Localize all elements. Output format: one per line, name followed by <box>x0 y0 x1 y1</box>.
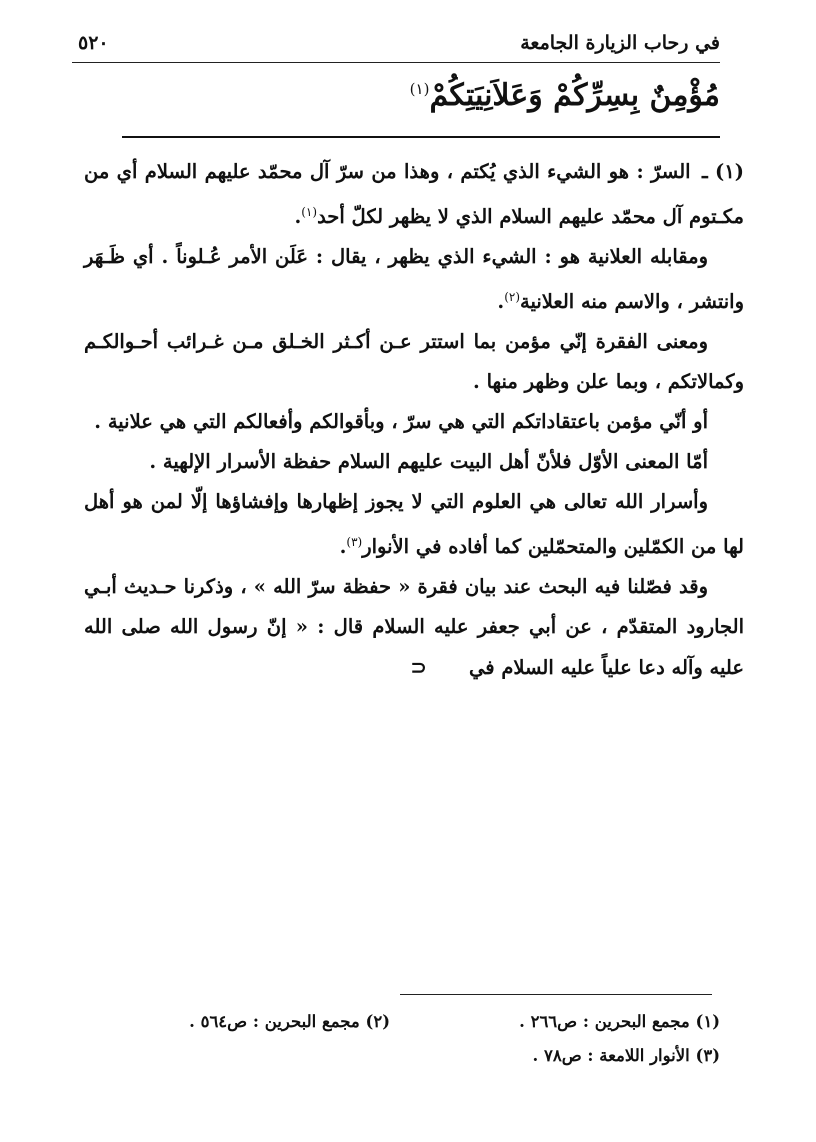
heading-divider <box>122 136 720 138</box>
paragraph-7 <box>84 567 744 688</box>
note-ref-1: (١) <box>301 205 318 219</box>
footnote-marker: (١) ـ <box>701 160 744 183</box>
paragraph-6 <box>84 482 744 567</box>
paragraph-7-text: وقد فصّلنا فيه البحث عند بيان فقرة « حفظة سرّ الله » ، وذكرنا حـديث أبـي الجارود المتقدّم ، عن أبي جعفر عليه السلام قال : « إنّ رسول الله صلى الله عليه وآله دعا علياً عليه السلام في <box>84 575 744 679</box>
verse-note-ref: (١) <box>409 80 430 98</box>
paragraph-2-end: . <box>497 290 505 313</box>
paragraph-6-text: وأسرار الله تعالى هي العلوم التي لا يجوز إظهارها وإفشاؤها إلّا لمن هو أهل لها من الكمّلين والمتحمّلين كما أفاده في الأنوار <box>84 490 744 558</box>
note-ref-3: (٣) <box>346 535 363 549</box>
paragraph-1 <box>84 152 744 237</box>
paragraph-6-end: . <box>339 535 347 558</box>
footnote-3: (٣) الأنوار اللامعة : ص٧٨ . <box>532 1046 720 1065</box>
paragraph-1-text: السرّ : هو الشيء الذي يُكتم ، وهذا من سرّ آل محمّد عليهم السلام أي من مكـتوم آل محمّد عليهم السلام الذي لا يظهر لكلّ أحد <box>84 160 744 228</box>
paragraph-5 <box>84 442 744 482</box>
paragraph-3 <box>84 322 744 402</box>
verse-text: مُؤْمِنٌ بِسِرِّكُمْ وَعَلاَنِيَتِكُمْ <box>429 78 720 113</box>
continuation-icon: ⊂ <box>410 655 427 679</box>
commentary-body <box>84 152 744 688</box>
paragraph-3-text: ومعنى الفقرة إنّي مؤمن بما استتر عـن أكـثر الخـلق مـن غـرائب أحـوالكـم وكمالاتكم ، وبما علن وظهر منها . <box>84 330 744 393</box>
page-number: ٥٢٠ <box>78 32 109 54</box>
verse-heading <box>410 78 720 113</box>
footnote-row <box>160 1012 720 1046</box>
paragraph-5-text: أمّا المعنى الأوّل فلأنّ أهل البيت عليهم السلام حفظة الأسرار الإلهية . <box>149 450 708 473</box>
paragraph-2 <box>84 237 744 322</box>
page-header <box>72 30 720 63</box>
footnotes <box>160 1012 720 1080</box>
running-title: في رحاب الزيارة الجامعة <box>520 32 720 54</box>
footnote-2: (٢) مجمع البحرين : ص٥٦٤ . <box>189 1012 390 1031</box>
footnote-row <box>160 1046 720 1080</box>
note-ref-2: (٢) <box>504 290 521 304</box>
paragraph-2-text: ومقابله العلانية هو : الشيء الذي يظهر ، يقال : عَلَن الأمر عُـلوناً . أي ظَـهَر وانتشر ، والاسم منه العلانية <box>84 245 744 313</box>
footnote-divider <box>400 994 712 995</box>
footnote-1: (١) مجمع البحرين : ص٢٦٦ . <box>519 1012 720 1031</box>
paragraph-4 <box>84 402 744 442</box>
paragraph-4-text: أو أنّي مؤمن باعتقاداتكم التي هي سرّ ، وبأقوالكم وأفعالكم التي هي علانية . <box>94 410 708 433</box>
paragraph-1-end: . <box>294 205 302 228</box>
